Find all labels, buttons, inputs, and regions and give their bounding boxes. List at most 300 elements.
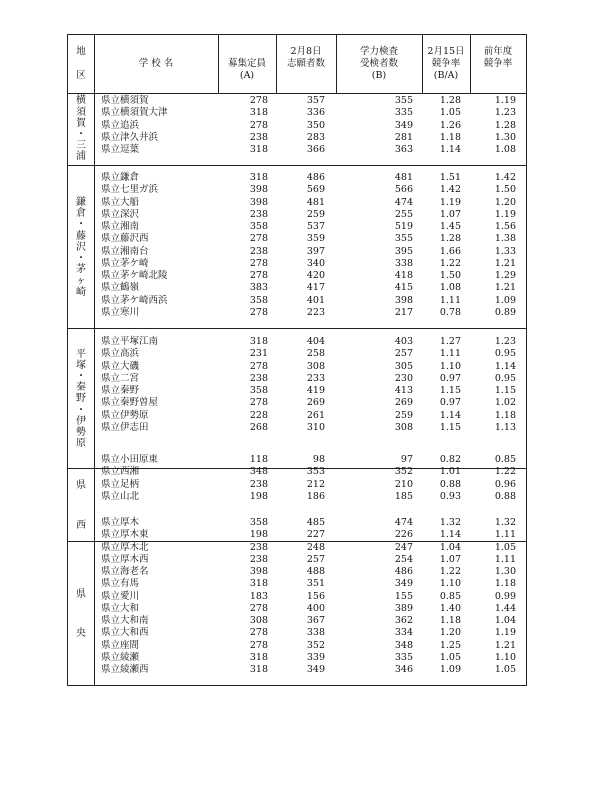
ratio-value: 1.05 bbox=[439, 107, 461, 119]
applicants-value: 359 bbox=[306, 233, 325, 245]
ratio-value: 1.18 bbox=[439, 615, 461, 626]
prev-ratio-value: 1.22 bbox=[494, 466, 516, 478]
table-row bbox=[68, 107, 526, 119]
table-row bbox=[68, 640, 526, 652]
capacity-value: 231 bbox=[249, 348, 268, 360]
table-row bbox=[68, 627, 526, 639]
applicants-value: 420 bbox=[306, 270, 325, 281]
applicants-value: 223 bbox=[306, 306, 325, 318]
table-row bbox=[68, 422, 526, 434]
prev-ratio-value: 1.13 bbox=[494, 421, 516, 433]
district-label-char: 県 bbox=[76, 588, 86, 600]
table-row bbox=[68, 230, 526, 245]
school-name: 県立愛川 bbox=[101, 590, 140, 602]
applicants-value: 233 bbox=[306, 372, 325, 384]
applicants-value: 367 bbox=[306, 615, 325, 626]
applicants-value: 357 bbox=[306, 95, 325, 106]
applicants-value: 486 bbox=[306, 172, 325, 183]
prev-ratio-value: 1.18 bbox=[494, 409, 516, 421]
school-name: 県立大和南 bbox=[101, 615, 149, 626]
applicants-value: 537 bbox=[306, 221, 325, 232]
prev-ratio-value: 1.05 bbox=[494, 541, 516, 553]
examinees-value: 269 bbox=[394, 397, 413, 409]
table-row bbox=[68, 221, 526, 233]
applicants-value: 353 bbox=[306, 466, 325, 478]
school-name: 県立大磯 bbox=[101, 360, 140, 372]
ratio-value: 1.09 bbox=[439, 664, 461, 675]
ratio-value: 1.14 bbox=[439, 409, 461, 421]
table-row bbox=[68, 397, 526, 409]
applicants-value: 227 bbox=[306, 529, 325, 541]
examinees-value: 352 bbox=[394, 466, 413, 478]
ratio-value: 1.04 bbox=[439, 541, 461, 553]
school-name: 県立足柄 bbox=[101, 478, 140, 490]
ratio-value: 1.11 bbox=[439, 294, 461, 306]
applicants-value: 212 bbox=[306, 478, 325, 490]
table-row bbox=[68, 615, 526, 627]
school-name: 県立鎌倉 bbox=[101, 172, 140, 183]
table-row bbox=[68, 410, 526, 422]
ratio-value: 0.78 bbox=[439, 306, 461, 318]
capacity-value: 278 bbox=[249, 233, 268, 245]
examinees-value: 97 bbox=[400, 454, 413, 465]
examinees-value: 185 bbox=[394, 490, 413, 502]
applicants-value: 351 bbox=[306, 578, 325, 590]
examinees-value: 210 bbox=[394, 478, 413, 490]
table-row bbox=[68, 336, 526, 348]
table-row bbox=[68, 491, 526, 503]
school-name: 県立茅ケ崎 bbox=[101, 257, 149, 269]
applicants-value: 350 bbox=[306, 119, 325, 131]
table-row bbox=[68, 307, 526, 319]
header-divider-4 bbox=[422, 35, 423, 93]
district-group bbox=[68, 165, 526, 328]
examinees-value: 308 bbox=[394, 421, 413, 433]
applicants-value: 419 bbox=[306, 385, 325, 396]
applicants-value: 352 bbox=[306, 639, 325, 651]
header-examinees-line3: (B) bbox=[371, 70, 387, 81]
examinees-value: 217 bbox=[394, 306, 413, 318]
ratio-value: 1.40 bbox=[439, 602, 461, 614]
applicants-value: 485 bbox=[306, 517, 325, 528]
header-ratio-line1: 2月15日 bbox=[427, 46, 465, 57]
header-divider-3 bbox=[336, 35, 337, 93]
prev-ratio-value: 1.02 bbox=[494, 397, 516, 409]
table-row bbox=[68, 184, 526, 196]
ratio-value: 1.28 bbox=[439, 95, 461, 106]
ratio-value: 1.08 bbox=[439, 282, 461, 294]
school-name: 県立綾瀬西 bbox=[101, 664, 149, 675]
examinees-value: 481 bbox=[394, 172, 413, 183]
header-applicants-line2: 志願者数 bbox=[286, 58, 325, 69]
examinees-value: 566 bbox=[394, 184, 413, 196]
prev-ratio-value: 1.05 bbox=[494, 664, 516, 675]
ratio-value: 1.07 bbox=[439, 553, 461, 565]
ratio-value: 0.97 bbox=[439, 397, 461, 409]
school-name: 県立座間 bbox=[101, 639, 140, 651]
applicants-value: 310 bbox=[306, 421, 325, 433]
examinees-value: 474 bbox=[394, 517, 413, 528]
prev-ratio-value: 1.38 bbox=[494, 233, 516, 245]
capacity-value: 228 bbox=[249, 409, 268, 421]
applicants-value: 248 bbox=[306, 541, 325, 553]
table-row bbox=[68, 197, 526, 209]
table-row bbox=[68, 209, 526, 221]
ratio-value: 1.11 bbox=[439, 348, 461, 360]
examinees-value: 415 bbox=[394, 282, 413, 294]
district-label-char: ・ bbox=[76, 253, 86, 265]
table-row bbox=[68, 652, 526, 664]
prev-ratio-value: 1.14 bbox=[494, 360, 516, 372]
table-row bbox=[68, 517, 526, 529]
examinees-value: 486 bbox=[394, 566, 413, 577]
prev-ratio-value: 0.96 bbox=[494, 478, 516, 490]
applicants-value: 156 bbox=[306, 590, 325, 602]
prev-ratio-value: 1.44 bbox=[494, 602, 516, 614]
district-label-char: 浦 bbox=[76, 151, 86, 163]
header-applicants bbox=[276, 29, 336, 87]
header-prev-ratio bbox=[470, 29, 526, 87]
table-row bbox=[68, 172, 526, 184]
table-row bbox=[68, 144, 526, 156]
ratio-value: 1.25 bbox=[439, 639, 461, 651]
header-ratio-line2: 競争率 bbox=[431, 58, 461, 69]
capacity-value: 278 bbox=[249, 360, 268, 372]
district-label-char: ・ bbox=[76, 129, 86, 140]
header-school-label: 学 校 名 bbox=[138, 58, 174, 69]
school-name: 県立有馬 bbox=[101, 578, 140, 590]
examinees-value: 355 bbox=[394, 233, 413, 245]
examinees-value: 362 bbox=[394, 615, 413, 626]
capacity-value: 308 bbox=[249, 615, 268, 626]
examinees-value: 334 bbox=[394, 627, 413, 639]
table-row bbox=[68, 270, 526, 282]
capacity-value: 268 bbox=[249, 421, 268, 433]
school-name: 県立伊勢原 bbox=[101, 409, 149, 421]
applicants-value: 488 bbox=[306, 566, 325, 577]
applicants-value: 339 bbox=[306, 651, 325, 663]
prev-ratio-value: 1.19 bbox=[494, 208, 516, 220]
capacity-value: 238 bbox=[249, 208, 268, 220]
applicants-value: 258 bbox=[306, 348, 325, 360]
applicants-value: 397 bbox=[306, 245, 325, 257]
capacity-value: 238 bbox=[249, 541, 268, 553]
school-name: 県立西湘 bbox=[101, 466, 140, 478]
applicants-value: 349 bbox=[306, 664, 325, 675]
examinees-value: 335 bbox=[394, 107, 413, 119]
school-name: 県立追浜 bbox=[101, 119, 140, 131]
district-label-char: 藤 bbox=[76, 230, 86, 242]
examinees-value: 305 bbox=[394, 360, 413, 372]
examinees-value: 226 bbox=[394, 529, 413, 541]
district-label-char: 三 bbox=[76, 140, 86, 152]
applicants-value: 569 bbox=[306, 184, 325, 196]
school-name: 県立秦野曽屋 bbox=[101, 397, 159, 409]
ratio-value: 1.22 bbox=[439, 257, 461, 269]
prev-ratio-value: 1.21 bbox=[494, 257, 516, 269]
examinees-value: 418 bbox=[394, 270, 413, 281]
capacity-value: 183 bbox=[249, 590, 268, 602]
ratio-value: 0.82 bbox=[439, 454, 461, 465]
school-name: 県立深沢 bbox=[101, 208, 140, 220]
applicants-value: 308 bbox=[306, 360, 325, 372]
examinees-value: 230 bbox=[394, 372, 413, 384]
ratio-value: 1.07 bbox=[439, 208, 461, 220]
table-row bbox=[68, 385, 526, 397]
capacity-value: 318 bbox=[249, 144, 268, 155]
district-group bbox=[68, 517, 526, 685]
header-ratio-line3: (B/A) bbox=[433, 70, 459, 81]
district-label-char: 茅 bbox=[76, 264, 86, 276]
examinees-value: 474 bbox=[394, 196, 413, 208]
capacity-value: 118 bbox=[249, 454, 268, 465]
capacity-value: 278 bbox=[249, 306, 268, 318]
capacity-value: 358 bbox=[249, 221, 268, 232]
school-name: 県立厚木北 bbox=[101, 541, 149, 553]
ratio-value: 0.85 bbox=[439, 590, 461, 602]
prev-ratio-value: 1.30 bbox=[494, 131, 516, 143]
examinees-value: 389 bbox=[394, 602, 413, 614]
applicants-value: 269 bbox=[306, 397, 325, 409]
examinees-value: 155 bbox=[394, 590, 413, 602]
capacity-value: 398 bbox=[249, 196, 268, 208]
district-label-char: 横 bbox=[76, 95, 86, 107]
header-examinees-line1: 学力検査 bbox=[359, 46, 398, 57]
capacity-value: 238 bbox=[249, 372, 268, 384]
school-name: 県立厚木東 bbox=[101, 529, 149, 541]
table-row bbox=[68, 282, 526, 294]
examinees-value: 338 bbox=[394, 257, 413, 269]
applicants-value: 186 bbox=[306, 490, 325, 502]
district-label-char: ヶ bbox=[76, 275, 86, 287]
applicants-value: 98 bbox=[312, 454, 325, 465]
capacity-value: 238 bbox=[249, 131, 268, 143]
prev-ratio-value: 1.15 bbox=[494, 385, 516, 396]
applicants-value: 401 bbox=[306, 294, 325, 306]
table-row bbox=[68, 664, 526, 676]
prev-ratio-value: 1.32 bbox=[494, 517, 516, 528]
table-row bbox=[68, 132, 526, 144]
prev-ratio-value: 1.33 bbox=[494, 245, 516, 257]
table-row bbox=[68, 566, 526, 578]
ratio-value: 1.15 bbox=[439, 385, 461, 396]
capacity-value: 238 bbox=[249, 478, 268, 490]
applicants-value: 336 bbox=[306, 107, 325, 119]
district-group bbox=[68, 328, 526, 468]
header-applicants-line1: 2月8日 bbox=[290, 46, 322, 57]
examinees-value: 335 bbox=[394, 651, 413, 663]
prev-ratio-value: 1.42 bbox=[494, 172, 516, 183]
table-header bbox=[68, 35, 526, 94]
examinees-value: 363 bbox=[394, 144, 413, 155]
prev-ratio-value: 1.28 bbox=[494, 119, 516, 131]
school-name: 県立秦野 bbox=[101, 385, 140, 396]
examinees-value: 413 bbox=[394, 385, 413, 396]
examinees-value: 395 bbox=[394, 245, 413, 257]
ratio-value: 1.22 bbox=[439, 566, 461, 577]
examinees-value: 403 bbox=[394, 336, 413, 347]
ratio-value: 1.05 bbox=[439, 651, 461, 663]
school-name: 県立平塚江南 bbox=[101, 336, 159, 347]
header-capacity-line2: (A) bbox=[239, 70, 255, 81]
capacity-value: 398 bbox=[249, 566, 268, 577]
school-name: 県立大和 bbox=[101, 602, 140, 614]
header-examinees-line2: 受検者数 bbox=[359, 58, 398, 69]
capacity-value: 318 bbox=[249, 651, 268, 663]
prev-ratio-value: 1.29 bbox=[494, 270, 516, 281]
prev-ratio-value: 0.95 bbox=[494, 348, 516, 360]
capacity-value: 278 bbox=[249, 602, 268, 614]
capacity-value: 198 bbox=[249, 490, 268, 502]
ratio-value: 1.10 bbox=[439, 360, 461, 372]
district-label-char: 鎌 bbox=[76, 197, 86, 209]
district-label-char: 崎 bbox=[76, 286, 86, 298]
table-row bbox=[68, 370, 526, 385]
school-name: 県立逗葉 bbox=[101, 144, 140, 155]
capacity-value: 318 bbox=[249, 107, 268, 119]
capacity-value: 398 bbox=[249, 184, 268, 196]
school-name: 県立湘南 bbox=[101, 221, 140, 232]
applicants-value: 417 bbox=[306, 282, 325, 294]
district-label-char: 央 bbox=[76, 628, 86, 639]
capacity-value: 318 bbox=[249, 172, 268, 183]
school-name: 県立二宮 bbox=[101, 372, 140, 384]
capacity-value: 278 bbox=[249, 397, 268, 409]
header-prev-ratio-line1: 前年度 bbox=[483, 46, 513, 57]
table-row bbox=[68, 95, 526, 107]
prev-ratio-value: 1.19 bbox=[494, 95, 516, 106]
capacity-value: 238 bbox=[249, 553, 268, 565]
prev-ratio-value: 1.30 bbox=[494, 566, 516, 577]
district-label-char: 平 bbox=[76, 348, 86, 360]
table-row bbox=[68, 454, 526, 466]
ratio-value: 1.45 bbox=[439, 221, 461, 232]
applicants-value: 340 bbox=[306, 257, 325, 269]
school-name: 県立厚木 bbox=[101, 517, 140, 528]
capacity-value: 358 bbox=[249, 517, 268, 528]
school-name: 県立寒川 bbox=[101, 306, 140, 318]
school-name: 県立横須賀 bbox=[101, 95, 149, 106]
applicants-value: 338 bbox=[306, 627, 325, 639]
district-label-char: 賀 bbox=[76, 117, 86, 129]
capacity-value: 278 bbox=[249, 270, 268, 281]
prev-ratio-value: 1.10 bbox=[494, 651, 516, 663]
district-label-char: 須 bbox=[76, 106, 86, 118]
ratio-value: 1.28 bbox=[439, 233, 461, 245]
examinees-value: 346 bbox=[394, 664, 413, 675]
examinees-value: 254 bbox=[394, 553, 413, 565]
table-row bbox=[68, 479, 526, 491]
table-row bbox=[68, 542, 526, 554]
ratio-value: 0.93 bbox=[439, 490, 461, 502]
examinees-value: 281 bbox=[394, 131, 413, 143]
header-district-line2: 区 bbox=[76, 70, 86, 81]
ratio-value: 1.01 bbox=[439, 466, 461, 478]
school-name: 県立横須賀大津 bbox=[101, 107, 168, 119]
table-row bbox=[68, 258, 526, 270]
ratio-value: 1.14 bbox=[439, 529, 461, 541]
prev-ratio-value: 1.04 bbox=[494, 615, 516, 626]
prev-ratio-value: 1.20 bbox=[494, 196, 516, 208]
header-district bbox=[68, 35, 94, 93]
prev-ratio-value: 1.23 bbox=[494, 336, 516, 347]
ratio-value: 1.51 bbox=[439, 172, 461, 183]
capacity-value: 278 bbox=[249, 257, 268, 269]
prev-ratio-value: 1.56 bbox=[494, 221, 516, 232]
prev-ratio-value: 1.50 bbox=[494, 184, 516, 196]
school-name: 県立鶴嶺 bbox=[101, 282, 140, 294]
school-name: 県立七里ガ浜 bbox=[101, 184, 159, 196]
school-name: 県立津久井浜 bbox=[101, 131, 159, 143]
prev-ratio-value: 1.08 bbox=[494, 144, 516, 155]
prev-ratio-value: 0.95 bbox=[494, 372, 516, 384]
applicants-value: 257 bbox=[306, 553, 325, 565]
examinees-value: 259 bbox=[394, 409, 413, 421]
header-divider-2 bbox=[276, 35, 277, 93]
capacity-value: 278 bbox=[249, 639, 268, 651]
ratio-value: 1.50 bbox=[439, 270, 461, 281]
capacity-value: 348 bbox=[249, 466, 268, 478]
district-label-char: 倉 bbox=[76, 208, 86, 220]
prev-ratio-value: 0.89 bbox=[494, 306, 516, 318]
capacity-value: 198 bbox=[249, 529, 268, 541]
ratio-value: 1.10 bbox=[439, 578, 461, 590]
ratio-value: 0.97 bbox=[439, 372, 461, 384]
capacity-value: 318 bbox=[249, 664, 268, 675]
prev-ratio-value: 1.19 bbox=[494, 627, 516, 639]
table-row bbox=[68, 295, 526, 307]
school-name: 県立小田原東 bbox=[101, 454, 159, 465]
table-row bbox=[68, 554, 526, 566]
examinees-value: 355 bbox=[394, 95, 413, 106]
ratio-value: 1.14 bbox=[439, 144, 461, 155]
district-label-char: ・ bbox=[76, 404, 86, 416]
capacity-value: 358 bbox=[249, 385, 268, 396]
prev-ratio-value: 0.99 bbox=[494, 590, 516, 602]
table-row bbox=[68, 117, 526, 132]
prev-ratio-value: 1.11 bbox=[494, 553, 516, 565]
prev-ratio-value: 0.85 bbox=[494, 454, 516, 465]
district-label-char: 野 bbox=[76, 393, 86, 405]
header-divider-5 bbox=[470, 35, 471, 93]
prev-ratio-value: 1.21 bbox=[494, 282, 516, 294]
applicants-value: 283 bbox=[306, 131, 325, 143]
table-row bbox=[68, 529, 526, 541]
district-label-char: ・ bbox=[76, 219, 86, 231]
header-examinees bbox=[336, 35, 422, 93]
school-name: 県立綾瀬 bbox=[101, 651, 140, 663]
school-name: 県立高浜 bbox=[101, 348, 140, 360]
prev-ratio-value: 1.21 bbox=[494, 639, 516, 651]
ratio-value: 1.32 bbox=[439, 517, 461, 528]
ratio-value: 1.27 bbox=[439, 336, 461, 347]
table-row bbox=[68, 361, 526, 373]
prev-ratio-value: 1.18 bbox=[494, 578, 516, 590]
school-name: 県立湘南台 bbox=[101, 245, 149, 257]
capacity-value: 278 bbox=[249, 627, 268, 639]
table-row bbox=[68, 578, 526, 590]
school-name: 県立伊志田 bbox=[101, 421, 149, 433]
examinees-value: 349 bbox=[394, 578, 413, 590]
capacity-value: 278 bbox=[249, 119, 268, 131]
examinees-value: 257 bbox=[394, 348, 413, 360]
school-name: 県立大和西 bbox=[101, 627, 149, 639]
header-district-line1: 地 bbox=[76, 46, 86, 57]
applicants-value: 259 bbox=[306, 208, 325, 220]
school-name: 県立厚木西 bbox=[101, 553, 149, 565]
ratio-value: 1.66 bbox=[439, 245, 461, 257]
school-name: 県立藤沢西 bbox=[101, 233, 149, 245]
